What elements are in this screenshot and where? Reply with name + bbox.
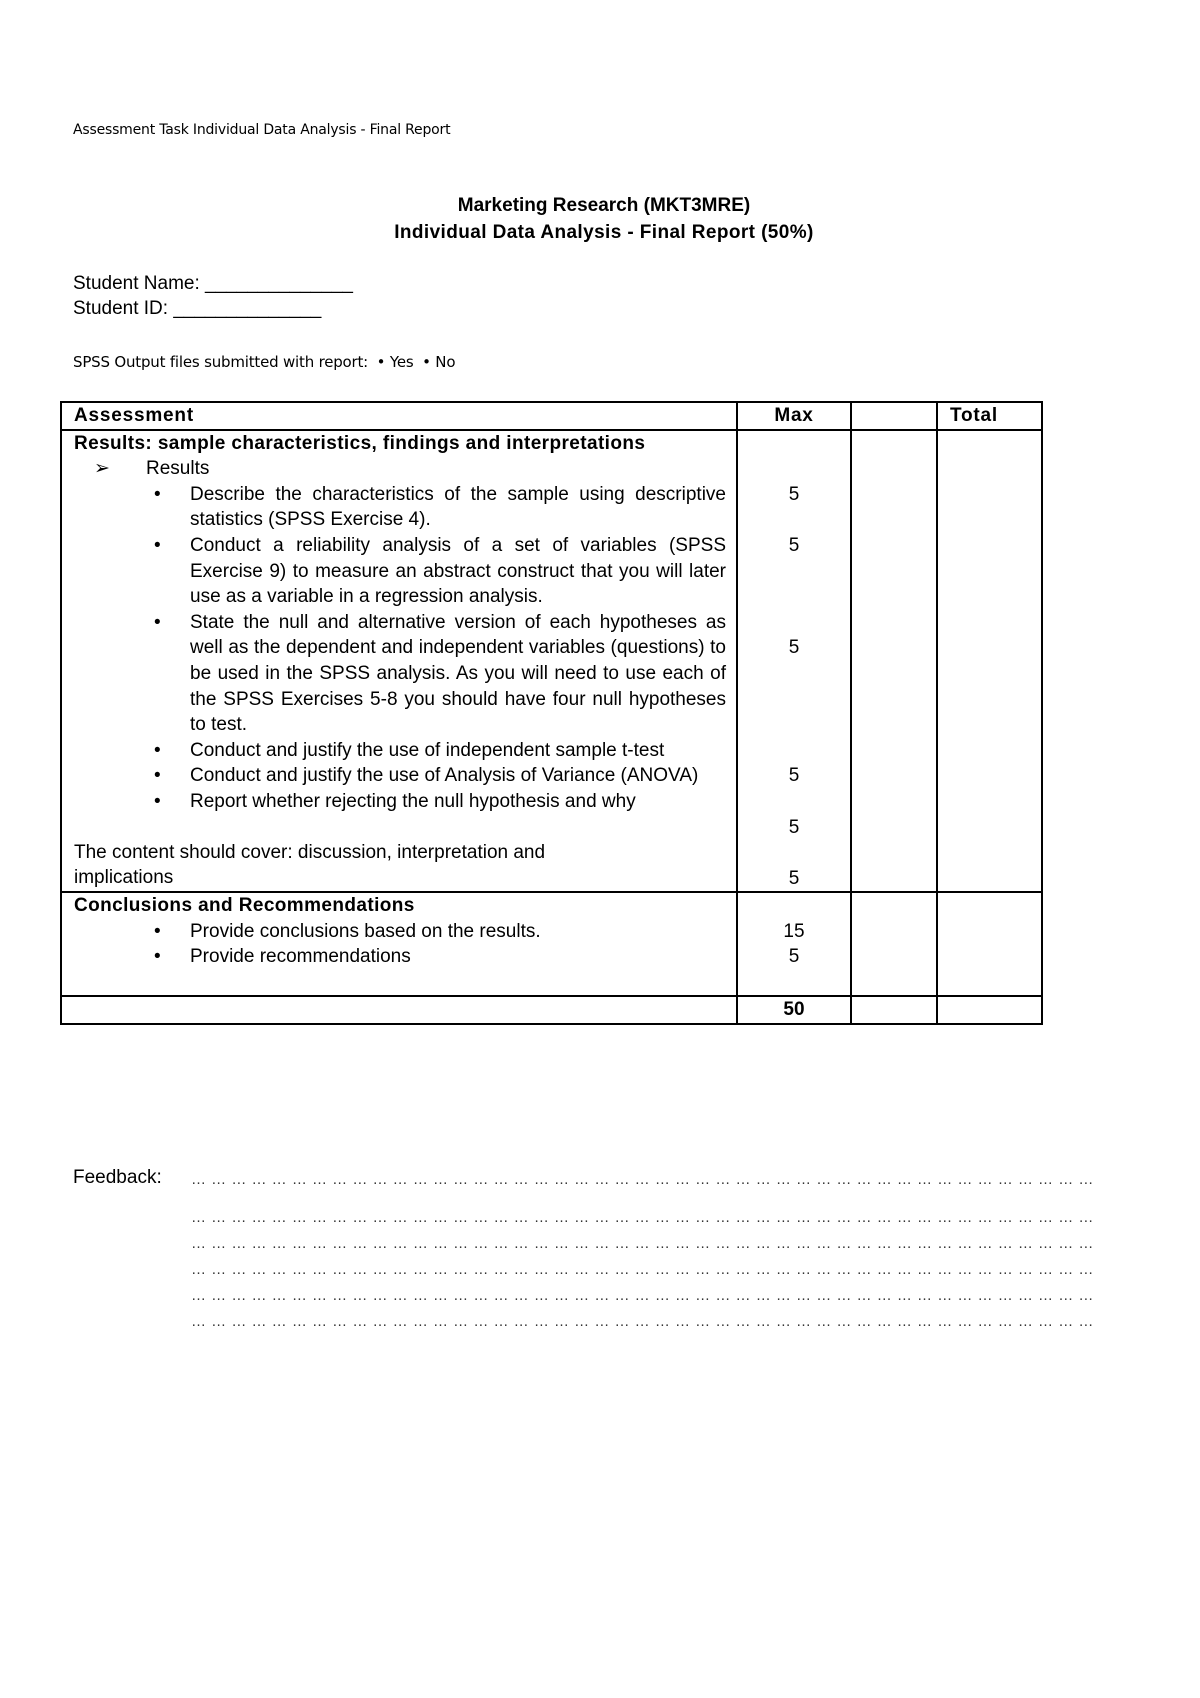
results-note: The content should cover: discussion, interpretation and implications (74, 841, 546, 889)
conclusions-section-title: Conclusions and Recommendations (74, 895, 415, 917)
bullet-icon: • (422, 353, 431, 371)
list-item: • State the null and alternative version of each hypotheses as well as the dependent and independent variables (questions) to be used in the SPSS analysis. As you will need to use each of the SPSS Exercises 5-8 you should have four null hypotheses to test. (74, 610, 736, 738)
total-header: Total (937, 402, 1042, 430)
feedback-line[interactable]: … … … … … … … … … … … … … … … … … … … … … … … … … … … … … … … … … … … … … … … … … … … … … (191, 1171, 1094, 1188)
feedback-line[interactable]: … … … … … … … … … … … … … … … … … … … … … … … … … … … … … … … … … … … … … … … … … … … … … (191, 1287, 1094, 1304)
spss-output-line (73, 353, 455, 371)
report-title: Individual Data Analysis - Final Report (50%) (394, 222, 814, 243)
student-name-field[interactable]: Student Name: ______________ (73, 273, 353, 294)
spss-output-label: SPSS Output files submitted with report: (73, 353, 369, 371)
results-list (74, 482, 736, 815)
table-header-row (61, 402, 1042, 430)
feedback-line[interactable]: … … … … … … … … … … … … … … … … … … … … … … … … … … … … … … … … … … … … … … … … … … … … … (191, 1209, 1094, 1226)
max-value: 5 (788, 946, 800, 968)
max-value: 5 (788, 867, 800, 889)
feedback-label: Feedback: (73, 1167, 162, 1188)
total-max-value: 50 (737, 996, 851, 1024)
arrow-bullet-icon: ➢ (94, 458, 110, 480)
max-value: 5 (788, 816, 800, 838)
course-title: Marketing Research (MKT3MRE) (457, 195, 751, 216)
blank-header (851, 402, 937, 430)
feedback-line[interactable]: … … … … … … … … … … … … … … … … … … … … … … … … … … … … … … … … … … … … … … … … … … … … … (191, 1313, 1094, 1330)
conclusions-total-cell[interactable] (937, 892, 1042, 996)
conclusions-row (61, 892, 1042, 996)
assessment-header: Assessment (61, 402, 737, 430)
assessment-table (60, 401, 1043, 1025)
list-item: • Conduct and justify the use of independent sample t-test (74, 738, 736, 764)
total-blank-cell (851, 996, 937, 1024)
results-cell (61, 430, 737, 893)
list-item: • Conduct a reliability analysis of a set of variables (SPSS Exercise 9) to measure an abstract construct that you will later use as a variable in a regression analysis. (74, 533, 736, 610)
results-total-cell[interactable] (937, 430, 1042, 893)
list-item: • Conduct and justify the use of Analysis of Variance (ANOVA) (74, 763, 736, 789)
student-id-field[interactable]: Student ID: ______________ (73, 298, 322, 319)
page-header: Assessment Task Individual Data Analysis - Final Report (73, 122, 451, 138)
no-option[interactable]: • No (422, 353, 456, 371)
max-value: 5 (788, 483, 800, 505)
conclusions-max-cell (737, 892, 851, 996)
total-row (61, 996, 1042, 1024)
max-value: 5 (788, 637, 800, 659)
max-value: 15 (783, 920, 805, 942)
results-blank-cell (851, 430, 937, 893)
max-value: 5 (788, 765, 800, 787)
list-item: • Report whether rejecting the null hypothesis and why (74, 789, 736, 815)
conclusions-cell (61, 892, 737, 996)
feedback-line[interactable]: … … … … … … … … … … … … … … … … … … … … … … … … … … … … … … … … … … … … … … … … … … … … … (191, 1235, 1094, 1252)
feedback-line[interactable]: … … … … … … … … … … … … … … … … … … … … … … … … … … … … … … … … … … … … … … … … … … … … … (191, 1261, 1094, 1278)
conclusions-list (74, 919, 736, 970)
grand-total-cell[interactable] (937, 996, 1042, 1024)
results-section-title: Results: sample characteristics, findings and interpretations (74, 432, 646, 454)
bullet-icon: • (376, 353, 386, 371)
results-row (61, 430, 1042, 893)
max-value: 5 (788, 534, 800, 556)
results-max-cell (737, 430, 851, 893)
total-label-cell (61, 996, 737, 1024)
yes-option[interactable]: • Yes (376, 353, 414, 371)
list-item: • Provide conclusions based on the results. (74, 919, 736, 945)
conclusions-blank-cell (851, 892, 937, 996)
results-subheading: ➢ Results (74, 456, 736, 482)
list-item: • Describe the characteristics of the sample using descriptive statistics (SPSS Exercise 4). (74, 482, 736, 533)
max-header: Max (737, 402, 851, 430)
list-item: • Provide recommendations (74, 944, 736, 970)
